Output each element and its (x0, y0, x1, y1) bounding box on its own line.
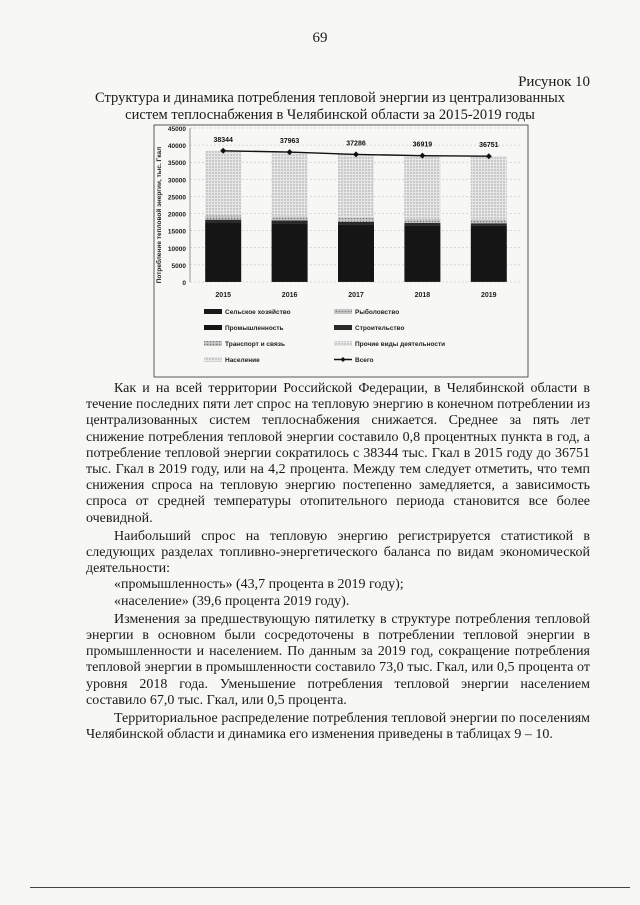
list-item-industry: «промышленность» (43,7 процента в 2019 году); (114, 577, 404, 593)
bar-segment (205, 220, 241, 223)
legend-label: Рыболовство (355, 309, 400, 316)
data-label: 36751 (479, 142, 499, 150)
legend-swatch (334, 309, 352, 314)
y-tick-label: 45000 (167, 126, 186, 133)
legend-label: Строительство (355, 325, 405, 332)
y-tick-label: 30000 (167, 177, 186, 185)
bar-segment (272, 220, 308, 223)
bar-segment (272, 204, 308, 217)
paragraph: Территориальное распределение потребления тепловой энергии по поселениям Челябинской области и динамика его изменения приведены в таблицах 9 – 10. (86, 711, 590, 743)
x-tick-label: 2019 (481, 292, 497, 299)
bar-segment (404, 207, 440, 219)
bar-segment (471, 223, 507, 225)
bar-segment (338, 222, 374, 225)
paragraph: Как и на всей территории Российской Федерации, в Челябинской области в течение последних пяти лет спрос на тепловую энергию в конечном потреблении из централизованных систем теплоснабжения снижается. Среднее за пять лет снижение потребления тепловой энергии составило 0,8 процентных пункта в год, а потребление тепловой энергии сократилось с 38344 тыс. Гкал в 2015 году до 36751 тыс. Гкал в 2019 году, или на 4,2 процента. Между тем следует отметить, что темп снижения спроса на тепловую энергию постепенно замедляется, а зависимость спроса от средней температуры отопительного периода становится все более очевидной. (86, 381, 590, 526)
paragraph: Изменения за предшествующую пятилетку в структуре потребления тепловой энергии в основном были сосредоточены в потреблении тепловой энергии в промышленности и населением. По данным за 2019 год, сокращение потребления тепловой энергии в промышленности составило 73,0 тыс. Гкал, или 0,5 процента от уровня 2018 года. Уменьшение потребления тепловой энергии населением составило 67,0 тыс. Гкал, или 0,5 процента. (86, 611, 590, 708)
bar-segment (272, 152, 308, 204)
x-tick-label: 2018 (414, 292, 431, 299)
data-label: 37963 (279, 138, 300, 146)
bar-segment (404, 219, 440, 223)
bar-segment (272, 216, 308, 220)
legend-label: Всего (355, 357, 374, 364)
chart (152, 124, 530, 379)
bottom-rule (30, 887, 630, 888)
y-tick-label: 5000 (171, 262, 186, 270)
y-tick-label: 0 (182, 280, 186, 287)
legend-swatch (334, 341, 352, 346)
legend-swatch (204, 325, 222, 330)
bar-segment (338, 224, 374, 281)
y-tick-label: 20000 (167, 211, 186, 219)
data-label: 38344 (213, 136, 233, 144)
bar-segment (404, 223, 440, 225)
figure-title: Структура и динамика потребления тепловой энергии из централизованных систем теплоснабжения в Челябинской области за 2015-2019 годы (95, 90, 565, 123)
x-tick-label: 2015 (215, 292, 231, 299)
bar-segment (404, 156, 440, 207)
legend-swatch (334, 325, 352, 330)
stacked-bar-chart (152, 124, 530, 379)
bar-segment (205, 203, 241, 216)
legend-marker (341, 357, 346, 362)
bar-segment (205, 222, 241, 281)
bar-segment (471, 207, 507, 219)
bar-segment (338, 218, 374, 222)
bar-segment (205, 216, 241, 220)
legend-label: Промышленность (225, 325, 284, 332)
page-number: 69 (312, 30, 328, 46)
bar-segment (471, 156, 507, 207)
paragraph: Наибольший спрос на тепловую энергию регистрируется статистикой в следующих разделах топливно-энергетического баланса по видам экономической деятельности: (86, 528, 590, 577)
bar-segment (338, 154, 374, 205)
legend-label: Прочие виды деятельности (355, 341, 446, 348)
figure-label: Рисунок 10 (518, 74, 590, 90)
bar-segment (471, 219, 507, 223)
legend-label: Транспорт и связь (225, 341, 285, 348)
x-tick-label: 2016 (281, 292, 298, 299)
bar-segment (205, 151, 241, 203)
y-axis-label: Потребление тепловой энергии, тыс. Гкал (156, 146, 163, 284)
data-label: 36919 (412, 141, 433, 149)
x-tick-label: 2017 (348, 292, 364, 299)
legend-swatch (204, 309, 222, 314)
legend-label: Сельское хозяйство (225, 309, 291, 316)
bar-segment (404, 225, 440, 281)
legend-swatch (204, 357, 222, 362)
list-item-population: «население» (39,6 процента 2019 году). (114, 593, 350, 609)
data-label: 37286 (346, 140, 366, 148)
y-tick-label: 10000 (167, 245, 186, 253)
bar-segment (338, 205, 374, 217)
y-tick-label: 40000 (167, 143, 186, 151)
bar-segment (272, 223, 308, 281)
y-tick-label: 35000 (167, 160, 186, 168)
bar-segment (471, 226, 507, 282)
legend-swatch (204, 341, 222, 346)
bar-segment (205, 281, 241, 282)
legend-label: Население (225, 357, 260, 364)
body-text (86, 381, 590, 743)
y-tick-label: 25000 (167, 194, 186, 202)
y-tick-label: 15000 (167, 228, 186, 236)
